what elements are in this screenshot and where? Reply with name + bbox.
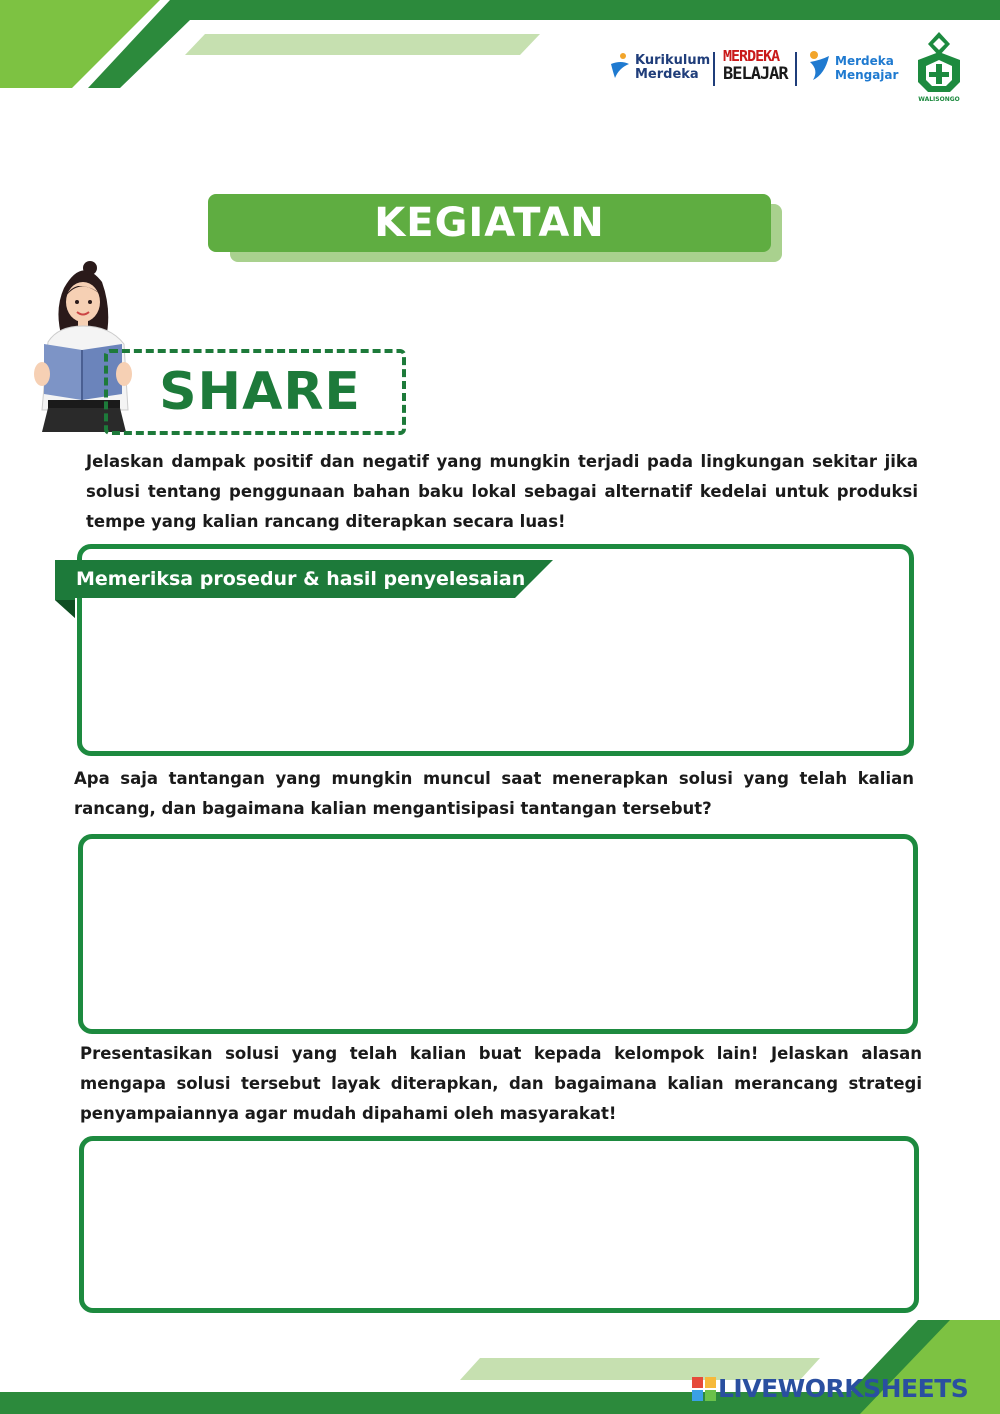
header-logos	[605, 40, 985, 103]
kurikulum-text: Kurikulum	[635, 53, 711, 68]
merdeka-mengajar-line2: Mengajar	[835, 68, 899, 82]
walisongo-logo	[910, 30, 968, 106]
section-label: SHARE	[159, 362, 361, 422]
walisongo-text: WALISONGO	[918, 96, 960, 103]
kurikulum-merdeka-logo	[605, 48, 710, 88]
merdeka-mengajar-logo	[805, 48, 900, 88]
merdeka-mengajar-icon	[807, 50, 831, 82]
merdeka-belajar-logo	[723, 48, 789, 84]
walisongo-emblem-icon	[910, 30, 968, 106]
merdeka-text: Merdeka	[635, 67, 699, 82]
page-title: KEGIATAN PEMBELAJARAN	[208, 194, 771, 252]
ribbon-label: Memeriksa prosedur & hasil penyelesaian	[76, 568, 526, 590]
merdeka-mengajar-line1: Merdeka	[835, 54, 894, 68]
merdeka-belajar-line2: BELAJAR	[723, 64, 788, 84]
answer-box-2[interactable]	[78, 834, 918, 1034]
liveworksheets-logo[interactable]	[692, 1374, 992, 1404]
merdeka-belajar-line1: MERDEKA	[723, 47, 780, 65]
question-1: Jelaskan dampak positif dan negatif yang mungkin terjadi pada lingkungan sekitar jika solusi tentang penggunaan bahan baku lokal sebagai alternatif kedelai untuk produksi tempe yang kalian rancang diterapkan secara luas!	[86, 452, 918, 531]
liveworksheets-text: LIVEWORKSHEETS	[718, 1374, 969, 1403]
liveworksheets-icon	[692, 1377, 716, 1401]
question-2: Apa saja tantangan yang mungkin muncul saat menerapkan solusi yang telah kalian rancang, dan bagaimana kalian mengantisipasi tantangan tersebut?	[74, 769, 914, 818]
answer-box-3[interactable]	[79, 1136, 919, 1313]
kurikulum-swoosh-icon	[609, 52, 631, 82]
question-3: Presentasikan solusi yang telah kalian buat kepada kelompok lain! Jelaskan alasan mengapa solusi tersebut layak diterapkan, dan bagaimana kalian merancang strategi penyampaiannya agar mudah dipahami oleh masyarakat!	[80, 1044, 922, 1123]
